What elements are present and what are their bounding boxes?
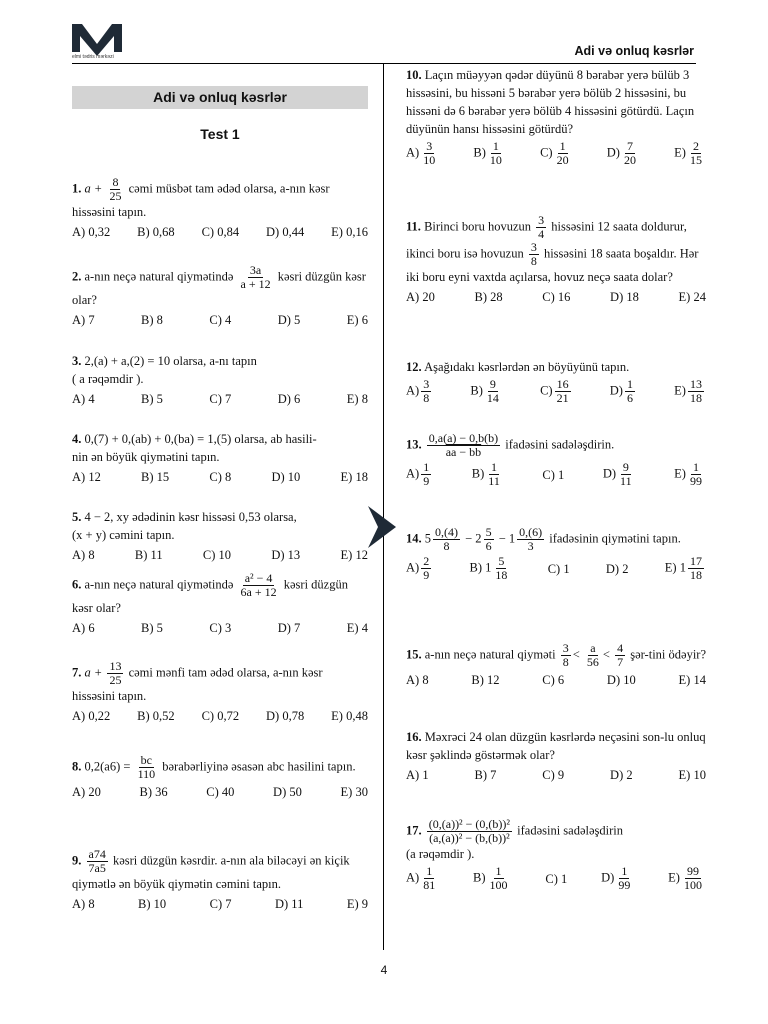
answer-options: [406, 766, 706, 784]
option-a[interactable]: A) 20: [406, 290, 435, 304]
option-c[interactable]: C) 7: [209, 897, 232, 911]
option-b[interactable]: B) 5: [141, 392, 163, 406]
option-b[interactable]: B) 7: [474, 768, 497, 782]
option-a[interactable]: A) $\frac{1}{81}$: [406, 864, 436, 892]
option-c[interactable]: C) 10: [202, 548, 232, 562]
answer-options: [72, 546, 368, 564]
option-c[interactable]: C) 1: [547, 561, 570, 576]
option-b[interactable]: B) 0,52: [137, 709, 175, 723]
option-b[interactable]: B) $\frac{1}{10}$: [473, 139, 502, 167]
option-d[interactable]: D) 13: [271, 548, 301, 562]
fraction: $\frac{3}{4}$: [538, 213, 545, 241]
option-e[interactable]: E) 18: [340, 470, 368, 484]
question-1: 1. a + $\frac{8}{25}$ cəmi müsbət tam ədəd olarsa, a-nın kəsr hissəsini tapın. A) 0,32 B) 0,68 C) 0,84 D) 0,44 E) 0,16: [72, 175, 368, 239]
answer-options: [406, 288, 706, 306]
fraction: $\frac{3a}{a + 12}$: [240, 263, 271, 291]
question-8: 8. 0,2(a6) = $\frac{bc}{110}$ bərabərliyinə əsasən abc hasilini tapın. A) 20 B) 36 C) 40 D) 50 E) 30: [72, 753, 368, 799]
option-a[interactable]: A) 8: [72, 548, 95, 562]
question-16: 16. Məxrəci 24 olan düzgün kəsrlərdə neçəsini son-lu onluq kəsr şəklində göstərmək olar? A) 1 B) 7 C) 9 D) 2 E) 10: [406, 730, 706, 782]
option-c[interactable]: C) 7: [209, 392, 232, 406]
answer-options: [406, 140, 706, 167]
answer-options: [406, 865, 706, 892]
fraction: $\frac{bc}{110}$: [137, 753, 156, 781]
option-a[interactable]: A) 0,22: [72, 709, 111, 723]
option-e[interactable]: E) 0,16: [331, 225, 368, 239]
option-b[interactable]: B) 5: [141, 621, 163, 635]
option-c[interactable]: C) 9: [542, 768, 565, 782]
option-a[interactable]: A) $\frac{3}{8}$: [406, 377, 430, 405]
fraction: $\frac{\text{a² − 4}}{6a + 12}$: [240, 571, 277, 599]
option-a[interactable]: A) 6: [72, 621, 95, 635]
option-e[interactable]: E) 24: [678, 290, 706, 304]
option-d[interactable]: D) 18: [610, 290, 639, 304]
question-7: 7. a + $\frac{13}{25}$ cəmi mənfi tam ədəd olarsa, a-nın kəsr hissəsini tapın. A) 0,22 B) 0,52 C) 0,72 D) 0,78 E) 0,48: [72, 659, 368, 723]
option-c[interactable]: C) 40: [206, 785, 235, 799]
option-a[interactable]: A) 12: [72, 470, 101, 484]
question-9: 9. $\frac{a74}{7a5}$ kəsri düzgün kəsrdir. a-nın ala biləcəyi ən kiçik qiymətlə ən böyük qiymətin cəmini tapın. A) 8 B) 10 C) 7 D) 11 E) 9: [72, 847, 368, 911]
option-b[interactable]: B) 1 $\frac{5}{18}$: [469, 554, 508, 582]
fraction: $\frac{3}{8}$: [530, 240, 537, 268]
answer-options: [72, 468, 368, 486]
option-e[interactable]: E) 8: [346, 392, 368, 406]
question-2: 2. a-nın neçə natural qiymətində $\frac{3a}{a + 12}$ kəsri düzgün kəsr olar? A) 7 B) 8 C) 4 D) 5 E) 6: [72, 263, 368, 327]
option-c[interactable]: C) $\frac{16}{21}$: [540, 377, 569, 405]
option-a[interactable]: A) 0,32: [72, 225, 111, 239]
option-c[interactable]: C) 4: [209, 313, 232, 327]
option-d[interactable]: D) $\frac{7}{20}$: [606, 139, 636, 167]
option-d[interactable]: D) $\frac{9}{11}$: [602, 460, 632, 488]
question-10: 10. Laçın müəyyən qədər düyünü 8 bərabər yerə bülüb 3 hissəsini, bu hissəni 5 bərabər yerə bölüb 2 hissəsini, bu hissəni də 6 bərabər yerə bölüb 4 hissəsini götürdü. Laçın düyünün hansı hissəsini götürdü? A) $\frac{3}{10}$ B) $\frac{1}{10}$ C) $\frac{1}{20}$ D) $\frac{7}{20}$ E) $\frac{2}{15}$: [406, 66, 706, 167]
question-12: 12. Aşağıdakı kəsrlərdən ən böyüyünü tapın. A) $\frac{3}{8}$ B) $\frac{9}{14}$ C) $\frac{16}{21}$ D) $\frac{1}{6}$ E) $\frac{13}{18}$: [406, 358, 706, 405]
option-e[interactable]: E) 4: [346, 621, 368, 635]
option-c[interactable]: C) 8: [209, 470, 232, 484]
option-d[interactable]: D) $\frac{1}{6}$: [609, 377, 633, 405]
option-e[interactable]: E) $\frac{99}{100}$: [668, 864, 702, 892]
question-11: 11. Birinci boru hovuzun $\frac{3}{4}$ hissəsini 12 saata doldurur, ikinci boru isə hovuzun $\frac{3}{8}$ hissəsini 18 saata boşaldır. Hər iki boru eyni vaxtda açılarsa, hovuz neçə saata dolar? A) 20 B) 28 C) 16 D) 18 E) 24: [406, 213, 706, 304]
option-e[interactable]: E) 1 $\frac{17}{18}$: [664, 554, 702, 582]
answer-options: [406, 671, 706, 689]
left-column: [72, 64, 368, 911]
logo-caption: elmi tədris mərkəzi: [72, 54, 114, 60]
option-e[interactable]: E) $\frac{13}{18}$: [674, 377, 702, 405]
option-d[interactable]: D) $\frac{1}{99}$: [601, 864, 631, 892]
fraction: $\frac{a74}{7a5}$: [88, 847, 106, 875]
fraction: $\frac{0,a(a) - 0,b(b)}{aa - bb}$: [428, 431, 499, 459]
option-e[interactable]: E) 9: [346, 897, 368, 911]
answer-options: [72, 390, 368, 408]
fraction: $\frac{\text{(0,(a))² − (0,(b))²}}{\text{(a,(a))² − (b,(b))²}}$: [428, 817, 511, 845]
test-title: Test 1: [200, 126, 240, 142]
option-d[interactable]: D) 50: [273, 785, 302, 799]
option-b[interactable]: B) 10: [138, 897, 167, 911]
answer-options: [406, 555, 706, 582]
option-d[interactable]: D) 0,78: [266, 709, 305, 723]
option-a[interactable]: A) 8: [72, 897, 95, 911]
option-a[interactable]: A) 7: [72, 313, 95, 327]
page-header: [0, 0, 768, 64]
question-4: 4. 0,(7) + 0,(ab) + 0,(ba) = 1,(5) olarsa, ab hasili- nin ən böyük qiymətini tapın. A) 12 B) 15 C) 8 D) 10 E) 18: [72, 432, 368, 484]
option-b[interactable]: B) 36: [139, 785, 168, 799]
option-c[interactable]: C) 0,72: [201, 709, 240, 723]
question-15: 15. a-nın neçə natural qiyməti $\frac{3}{8}$ < $\frac{a}{56}$ < $\frac{4}{7}$ şər-tini ödəyir? A) 8 B) 12 C) 6 D) 10 E) 14: [406, 641, 706, 687]
option-e[interactable]: E) 0,48: [331, 709, 368, 723]
option-e[interactable]: E) 30: [340, 785, 368, 799]
option-d[interactable]: D) 2: [610, 768, 633, 782]
answer-options: [72, 619, 368, 637]
answer-options: [406, 461, 706, 488]
option-d[interactable]: D) 11: [274, 897, 304, 911]
option-b[interactable]: B) 12: [471, 673, 500, 687]
option-a[interactable]: A) 8: [406, 673, 429, 687]
option-c[interactable]: C) 6: [542, 673, 565, 687]
option-b[interactable]: B) 11: [134, 548, 163, 562]
option-c[interactable]: C) 3: [209, 621, 232, 635]
section-title: Adi və onluq kəsrlər: [72, 86, 368, 109]
option-e[interactable]: E) $\frac{2}{15}$: [674, 139, 702, 167]
option-d[interactable]: D) 0,44: [266, 225, 305, 239]
answer-options: [72, 707, 368, 725]
option-a[interactable]: A) $\frac{3}{10}$: [406, 139, 436, 167]
option-a[interactable]: A) 1: [406, 768, 429, 782]
option-d[interactable]: D) 10: [271, 470, 301, 484]
fraction: $\frac{8}{25}$: [109, 175, 122, 203]
option-e[interactable]: E) $\frac{1}{99}$: [674, 460, 702, 488]
option-a[interactable]: A) $\frac{1}{9}$: [406, 460, 430, 488]
option-b[interactable]: B) 15: [141, 470, 170, 484]
option-e[interactable]: E) 14: [678, 673, 706, 687]
answer-options: [72, 311, 368, 329]
option-e[interactable]: E) 10: [678, 768, 706, 782]
option-b[interactable]: B) $\frac{1}{11}$: [471, 460, 500, 488]
answer-options: [406, 378, 706, 405]
option-a[interactable]: A) $\frac{2}{9}$: [406, 554, 430, 582]
header-title: Adi və onluq kəsrlər: [574, 44, 694, 58]
question-14: 14. 5 $\frac{0,(4)}{8}$ − 2 $\frac{5}{6}$ − 1 $\frac{0,(6)}{3}$ ifadəsinin qiymətini tapın. A) $\frac{2}{9}$ B) 1 $\frac{5}{18}$ C) 1 D) 2 E) 1 $\frac{17}{18}$: [406, 526, 706, 582]
page-number: 4: [380, 963, 388, 977]
question-17: 17. $\frac{\text{(0,(a))² − (0,(b))²}}{\text{(a,(a))² − (b,(b))²}}$ ifadəsini sadələşdirin (a rəqəmdir ). A) $\frac{1}{81}$ B) $\frac{1}{100}$ C) 1 D) $\frac{1}{99}$ E) $\frac{99}{100}$: [406, 818, 706, 892]
option-b[interactable]: B) 0,68: [137, 225, 175, 239]
answer-options: [72, 223, 368, 241]
option-c[interactable]: C) 16: [542, 290, 571, 304]
option-c[interactable]: C) 1: [545, 871, 568, 886]
option-e[interactable]: E) 12: [340, 548, 368, 562]
option-c[interactable]: C) 0,84: [201, 225, 240, 239]
answer-options: [72, 783, 368, 801]
option-b[interactable]: B) 8: [141, 313, 163, 327]
question-3: 3. 2,(a) + a,(2) = 10 olarsa, a-nı tapın ( a rəqəmdir ). A) 4 B) 5 C) 7 D) 6 E) 8: [72, 354, 368, 406]
option-b[interactable]: B) $\frac{1}{100}$: [473, 864, 508, 892]
option-b[interactable]: B) $\frac{9}{14}$: [470, 377, 499, 405]
option-e[interactable]: E) 6: [346, 313, 368, 327]
question-5: 5. 4 − 2, xy ədədinin kəsr hissəsi 0,53 olarsa, (x + y) cəmini tapın. A) 8 B) 11 C) 10 D) 13 E) 12: [72, 510, 368, 562]
option-d[interactable]: D) 10: [606, 673, 636, 687]
option-d[interactable]: D) 7: [277, 621, 301, 635]
question-6: 6. a-nın neçə natural qiymətində $\frac{\text{a² − 4}}{6a + 12}$ kəsri düzgün kəsr olar? A) 6 B) 5 C) 3 D) 7 E) 4: [72, 571, 368, 635]
option-d[interactable]: D) 5: [277, 313, 301, 327]
option-c[interactable]: C) 1: [542, 467, 565, 482]
option-a[interactable]: A) 4: [72, 392, 95, 406]
fraction: $\frac{13}{25}$: [109, 659, 122, 687]
question-13: 13. $\frac{0,a(a) - 0,b(b)}{aa - bb}$ ifadəsini sadələşdirin. A) $\frac{1}{9}$ B) $\frac{1}{11}$ C) 1 D) $\frac{9}{11}$ E) $\frac{1}{99}$: [406, 432, 706, 488]
option-d[interactable]: D) 2: [605, 561, 629, 576]
option-b[interactable]: B) 28: [474, 290, 503, 304]
answer-options: [72, 895, 368, 913]
option-d[interactable]: D) 6: [277, 392, 301, 406]
watermark-logo-icon: [366, 504, 400, 550]
option-c[interactable]: C) $\frac{1}{20}$: [540, 139, 569, 167]
option-a[interactable]: A) 20: [72, 785, 101, 799]
